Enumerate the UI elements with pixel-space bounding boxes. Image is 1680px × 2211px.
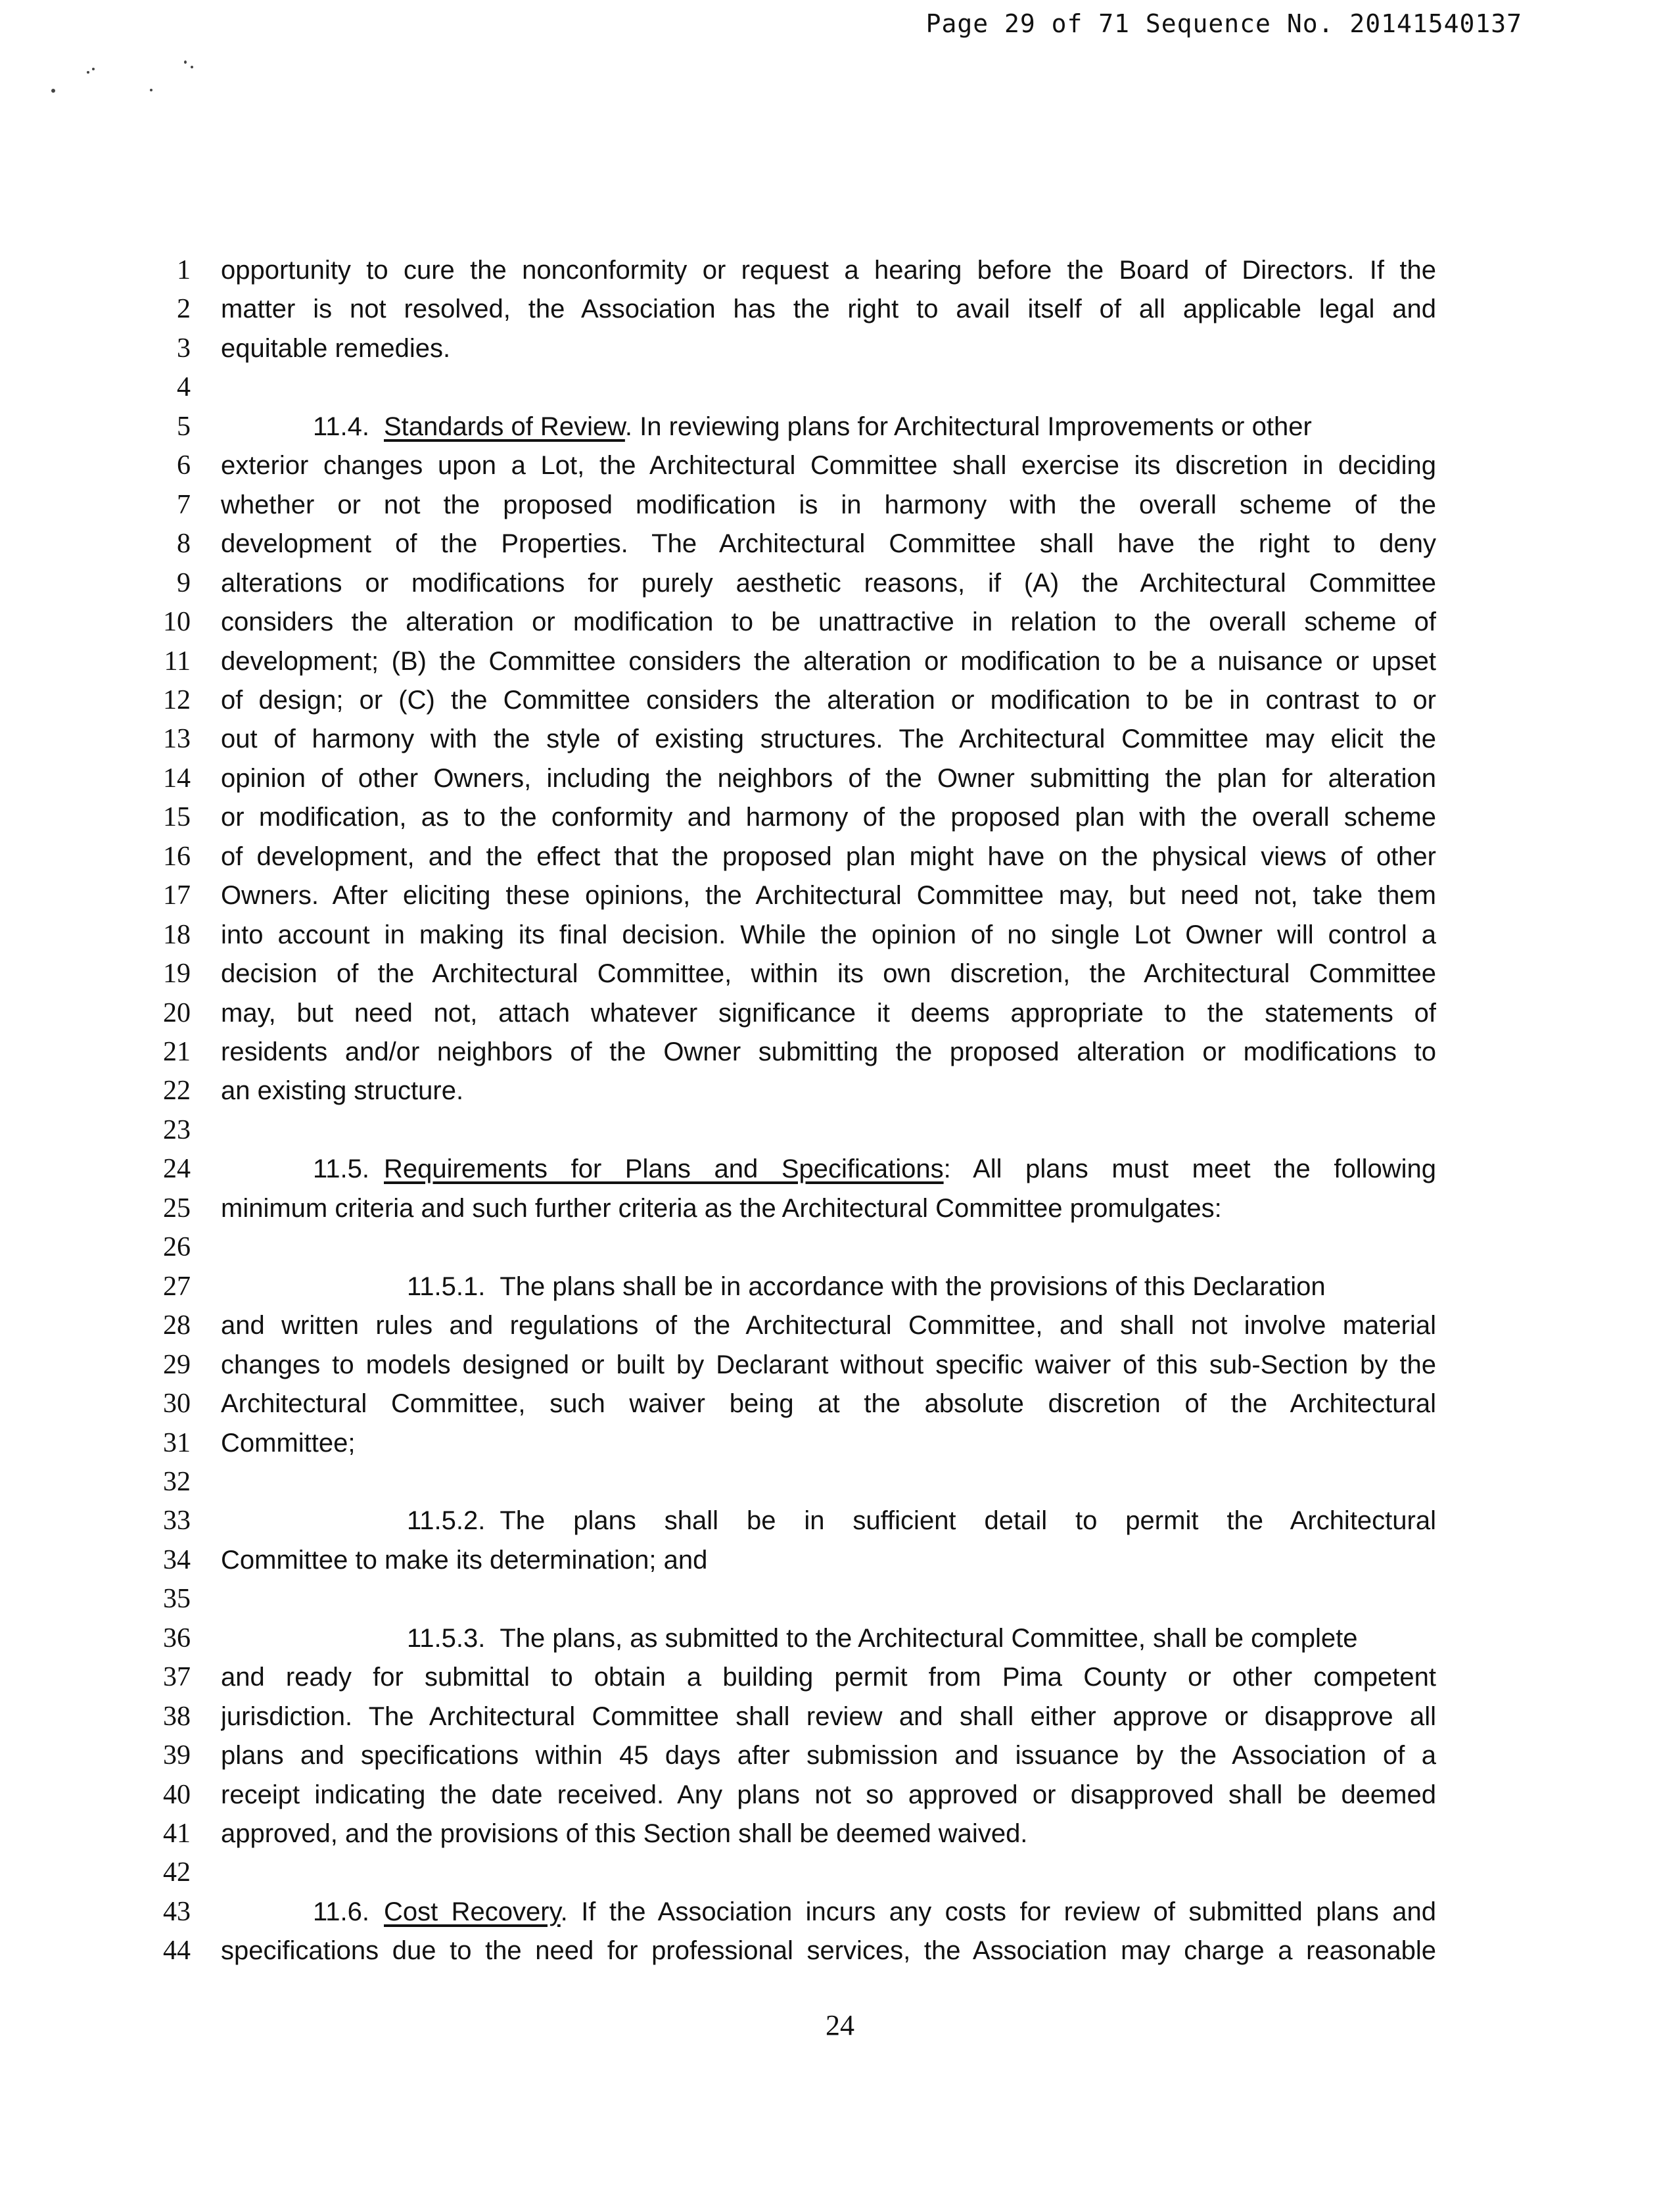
line-text: of development, and the effect that the proposed plan might have on the physical views of other xyxy=(221,842,1436,871)
line-number: 38 xyxy=(163,1701,191,1732)
line-number: 1 xyxy=(177,255,191,285)
line-number: 3 xyxy=(177,333,191,364)
line-text: may, but need not, attach whatever significance it deems appropriate to the statements of xyxy=(221,998,1436,1028)
line-number: 24 xyxy=(163,1154,191,1185)
line-number: 14 xyxy=(163,763,191,794)
line-text xyxy=(221,1619,1436,1659)
line-text xyxy=(221,1268,1436,1307)
line-text: opportunity to cure the nonconformity or request a hearing before the Board of Directors. If the xyxy=(221,256,1436,285)
scan-speckle xyxy=(191,66,193,68)
section-heading: Standards of Review xyxy=(384,412,625,441)
document-line xyxy=(0,759,1680,799)
document-line xyxy=(0,1776,1680,1815)
document-line xyxy=(0,876,1680,916)
line-text: into account in making its final decision. While the opinion of no single Lot Owner will control a xyxy=(221,920,1436,949)
line-number: 19 xyxy=(163,959,191,989)
line-number: 37 xyxy=(163,1662,191,1693)
document-line xyxy=(0,1463,1680,1502)
line-number: 44 xyxy=(163,1936,191,1966)
document-line xyxy=(0,1853,1680,1893)
line-number: 32 xyxy=(163,1466,191,1497)
line-number: 9 xyxy=(177,567,191,598)
document-line xyxy=(0,1502,1680,1541)
line-number: 12 xyxy=(163,684,191,715)
document-line xyxy=(0,1346,1680,1385)
line-number: 21 xyxy=(163,1037,191,1067)
line-number: 31 xyxy=(163,1427,191,1458)
line-number: 35 xyxy=(163,1584,191,1615)
document-line xyxy=(0,1658,1680,1698)
line-text: plans and specifications within 45 days after submission and issuance by the Association of a xyxy=(221,1741,1436,1771)
document-line xyxy=(0,1932,1680,1971)
document-line xyxy=(0,368,1680,408)
line-number: 7 xyxy=(177,489,191,520)
section-number: 11.5. xyxy=(313,1154,369,1184)
line-number: 16 xyxy=(163,841,191,872)
line-text xyxy=(221,1150,1436,1189)
document-line xyxy=(0,1268,1680,1307)
header-page-sequence-stamp: Page 29 of 71 Sequence No. 20141540137 xyxy=(925,9,1522,38)
line-text: an existing structure. xyxy=(221,1076,464,1106)
document-line xyxy=(0,1619,1680,1659)
document-line xyxy=(0,446,1680,486)
line-text: minimum criteria and such further criteria as the Architectural Committee promulgates: xyxy=(221,1193,1222,1223)
line-number: 30 xyxy=(163,1389,191,1419)
line-number: 4 xyxy=(177,372,191,403)
section-text: The plans shall be in sufficient detail to permit the Architectural xyxy=(500,1506,1436,1536)
section-number: 11.5.3. xyxy=(407,1623,486,1653)
line-number: 18 xyxy=(163,919,191,950)
line-number: 42 xyxy=(163,1857,191,1888)
line-number: 40 xyxy=(163,1779,191,1810)
document-line xyxy=(0,1815,1680,1854)
line-number: 23 xyxy=(163,1114,191,1145)
document-line xyxy=(0,1228,1680,1268)
document-line xyxy=(0,916,1680,955)
line-number: 5 xyxy=(177,411,191,442)
line-number: 27 xyxy=(163,1271,191,1302)
line-number: 8 xyxy=(177,529,191,559)
scan-speckle xyxy=(51,89,55,93)
document-line xyxy=(0,720,1680,759)
document-line xyxy=(0,525,1680,564)
line-number: 20 xyxy=(163,997,191,1028)
line-text: specifications due to the need for professional services, the Association may charge a reasonable xyxy=(221,1936,1436,1966)
line-text: alterations or modifications for purely aesthetic reasons, if (A) the Architectural Committee xyxy=(221,568,1436,598)
line-text: exterior changes upon a Lot, the Architectural Committee shall exercise its discretion in deciding xyxy=(221,451,1436,481)
line-number: 25 xyxy=(163,1193,191,1224)
line-number: 17 xyxy=(163,880,191,911)
line-number: 2 xyxy=(177,294,191,325)
line-number: 29 xyxy=(163,1349,191,1380)
section-text: . In reviewing plans for Architectural Improvements or other xyxy=(624,412,1312,441)
section-number: 11.6. xyxy=(313,1897,369,1926)
line-text: considers the alteration or modification to be unattractive in relation to the overall scheme of xyxy=(221,607,1436,637)
document-line xyxy=(0,1736,1680,1776)
section-number: 11.5.1. xyxy=(407,1272,486,1301)
section-heading: Requirements for Plans and Specifications xyxy=(384,1154,944,1184)
line-text xyxy=(221,408,1436,447)
document-line xyxy=(0,798,1680,838)
document-line xyxy=(0,838,1680,877)
document-line xyxy=(0,290,1680,329)
section-number: 11.4. xyxy=(313,412,369,441)
line-text: out of harmony with the style of existing structures. The Architectural Committee may elicit the xyxy=(221,725,1436,754)
document-line xyxy=(0,1580,1680,1619)
line-text: residents and/or neighbors of the Owner submitting the proposed alteration or modifications to xyxy=(221,1037,1436,1066)
document-line xyxy=(0,1150,1680,1189)
document-line xyxy=(0,1072,1680,1111)
document-line xyxy=(0,251,1680,291)
line-number: 28 xyxy=(163,1310,191,1341)
line-number: 11 xyxy=(164,646,191,677)
section-text: . If the Association incurs any costs for review of submitted plans and xyxy=(560,1897,1436,1926)
line-number: 36 xyxy=(163,1623,191,1653)
line-text: and ready for submittal to obtain a building permit from Pima County or other competent xyxy=(221,1663,1436,1692)
line-text: or modification, as to the conformity and harmony of the proposed plan with the overall scheme xyxy=(221,803,1436,832)
line-number: 43 xyxy=(163,1896,191,1927)
line-text: whether or not the proposed modification is in harmony with the overall scheme of the xyxy=(221,490,1436,519)
line-text: development; (B) the Committee considers the alteration or modification to be a nuisance or upset xyxy=(221,646,1436,676)
line-number: 13 xyxy=(163,724,191,755)
line-number: 6 xyxy=(177,450,191,481)
line-number: 15 xyxy=(163,802,191,833)
line-text: development of the Properties. The Architectural Committee shall have the right to deny xyxy=(221,529,1436,559)
line-text: approved, and the provisions of this Section shall be deemed waived. xyxy=(221,1819,1028,1848)
line-text xyxy=(221,1502,1436,1541)
section-text: The plans shall be in accordance with the provisions of this Declaration xyxy=(500,1272,1326,1301)
scan-speckle xyxy=(184,60,187,64)
line-text: opinion of other Owners, including the neighbors of the Owner submitting the plan for alteration xyxy=(221,763,1436,793)
document-line xyxy=(0,1189,1680,1229)
document-line xyxy=(0,1306,1680,1346)
document-line xyxy=(0,603,1680,642)
document-line xyxy=(0,408,1680,447)
document-line xyxy=(0,1111,1680,1151)
line-text: Architectural Committee, such waiver being at the absolute discretion of the Architectural xyxy=(221,1389,1436,1419)
line-text: Committee; xyxy=(221,1428,356,1458)
scan-speckle xyxy=(92,68,95,70)
line-text: matter is not resolved, the Association has the right to avail itself of all applicable legal and xyxy=(221,295,1436,324)
scan-speckle xyxy=(150,89,152,91)
scan-speckle xyxy=(87,71,89,74)
document-line xyxy=(0,994,1680,1034)
document-line xyxy=(0,564,1680,604)
line-text: Committee to make its determination; and xyxy=(221,1545,708,1575)
line-text: receipt indicating the date received. Any plans not so approved or disapproved shall be deemed xyxy=(221,1780,1436,1809)
line-number: 26 xyxy=(163,1232,191,1263)
line-text: equitable remedies. xyxy=(221,333,451,363)
line-text: jurisdiction. The Architectural Committee shall review and shall either approve or disapprove all xyxy=(221,1701,1436,1731)
line-text: of design; or (C) the Committee considers the alteration or modification to be in contrast to or xyxy=(221,685,1436,715)
line-number: 34 xyxy=(163,1544,191,1575)
document-line xyxy=(0,486,1680,525)
document-line xyxy=(0,642,1680,682)
line-text: decision of the Architectural Committee, within its own discretion, the Architectural Committee xyxy=(221,959,1436,989)
line-number: 10 xyxy=(163,607,191,638)
line-number: 39 xyxy=(163,1740,191,1771)
document-line xyxy=(0,1893,1680,1932)
page-number: 24 xyxy=(826,2009,854,2041)
document-line xyxy=(0,1424,1680,1463)
document-line xyxy=(0,1385,1680,1424)
section-text: : All plans must meet the following xyxy=(943,1154,1436,1184)
line-text: Owners. After eliciting these opinions, the Architectural Committee may, but need not, take them xyxy=(221,881,1436,911)
section-heading: Cost Recovery xyxy=(384,1897,561,1926)
document-line xyxy=(0,955,1680,994)
document-line xyxy=(0,1541,1680,1581)
line-text xyxy=(221,1893,1436,1932)
document-line xyxy=(0,681,1680,721)
line-number: 33 xyxy=(163,1506,191,1536)
line-text: and written rules and regulations of the Architectural Committee, and shall not involve material xyxy=(221,1311,1436,1341)
document-line xyxy=(0,329,1680,369)
document-line xyxy=(0,1698,1680,1737)
line-number: 41 xyxy=(163,1819,191,1849)
section-number: 11.5.2. xyxy=(407,1506,486,1536)
line-number: 22 xyxy=(163,1076,191,1106)
section-text: The plans, as submitted to the Architectural Committee, shall be complete xyxy=(500,1623,1358,1653)
line-text: changes to models designed or built by Declarant without specific waiver of this sub-Section by the xyxy=(221,1350,1436,1379)
document-line xyxy=(0,1033,1680,1072)
